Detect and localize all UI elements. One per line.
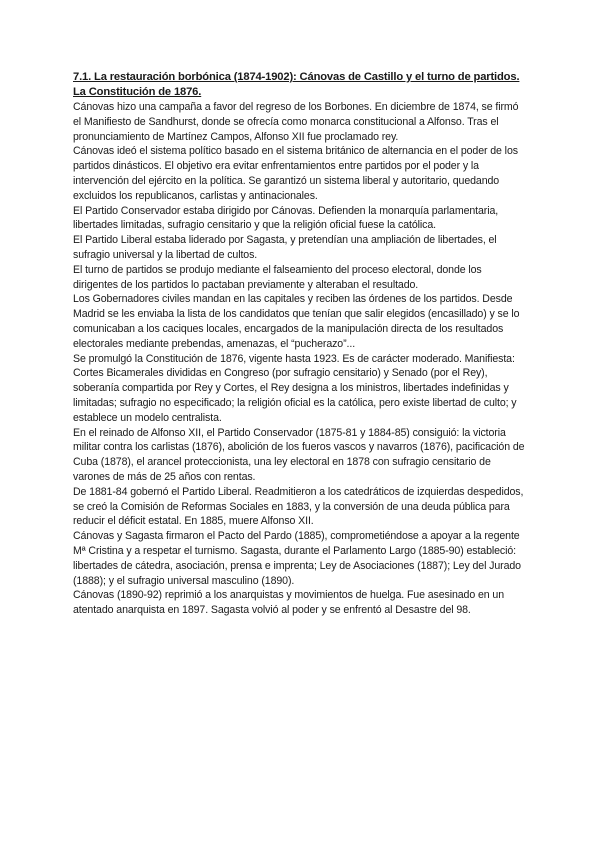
paragraph-liberal-party: El Partido Liberal estaba liderado por Sagasta, y pretendían una ampliación de libertades, el sufragio universal y la libertad de cultos. bbox=[73, 234, 497, 261]
paragraph-pacto-del-pardo: Cánovas y Sagasta firmaron el Pacto del Pardo (1885), comprometiéndose a apoyar a la regente Mª Cristina y a respetar el turnismo. Sagasta, durante el Parlamento Largo (1885-90) estableció: libertades de cátedra, asociación, prensa e imprenta; Ley de Asociaciones (1887); Ley del Jurado (1888); y el sufragio universal masculino (1890). bbox=[73, 530, 521, 587]
paragraph-partido-liberal-1881: De 1881-84 gobernó el Partido Liberal. Readmitieron a los catedráticos de izquierdas despedidos, se creó la Comisión de Reformas Sociales en 1883, y la conversión de una deuda pública para reducir el déficit estatal. En 1885, muere Alfonso XII. bbox=[73, 485, 524, 528]
paragraph-conservative-party: El Partido Conservador estaba dirigido por Cánovas. Defienden la monarquía parlamentaria, libertades limitadas, sufragio censitario y que la religión oficial fuese la católica. bbox=[73, 204, 499, 232]
paragraph-canovas-campaign: Cánovas hizo una campaña a favor del regreso de los Borbones. En diciembre de 1874, se firmó el Manifiesto de Sandhurst, donde se ofrecía como monarca constitucional a Alfonso. Tras el pronunciamiento de Martínez Campos, Alfonso XII fue proclamado rey. bbox=[73, 101, 519, 143]
document-title: 7.1. La restauración borbónica (1874-1902): Cánovas de Castillo y el turno de partidos. La Constitución de 1876. bbox=[73, 71, 520, 98]
paragraph-canovas-1890: Cánovas (1890-92) reprimió a los anarquistas y movimientos de huelga. Fue asesinado en un atentado anarquista en 1897. Sagasta volvió al poder y se enfrentó al Desastre del 98. bbox=[73, 589, 504, 617]
paragraph-gobernadores-civiles: Los Gobernadores civiles mandan en las capitales y reciben las órdenes de los partidos. Desde Madrid se les enviaba la lista de los candidatos que tenían que salir elegidos (encasillado) y se lo comunicaban a los caciques locales, encargados de la manipulación directa de los resultados electorales mediante prebendas, amenazas, el “pucherazo”... bbox=[73, 293, 520, 350]
paragraph-constitucion-1876: Se promulgó la Constitución de 1876, vigente hasta 1923. Es de carácter moderado. Manifiesta: Cortes Bicamerales divididas en Congreso (por sufragio censitario) y Senado (por el Rey), soberanía compartida por Rey y Cortes, el Rey designa a los ministros, libertades indefinidas y limitadas; sufragio no especificado; la religión oficial es la católica, pero existe libertad de culto; y establece un modelo centralista. bbox=[73, 352, 517, 424]
paragraph-political-system: Cánovas ideó el sistema político basado en el sistema británico de alternancia en el poder de los partidos dinásticos. El objetivo era evitar enfrentamientos entre partidos por el poder y la intervención del ejército en la política. Se garantizó un sistema liberal y autoritario, quedando excluidos los republicanos, carlistas y antinacionales. bbox=[73, 145, 518, 202]
document-page bbox=[73, 70, 528, 618]
paragraph-turno-partidos: El turno de partidos se produjo mediante el falseamiento del proceso electoral, donde los dirigentes de los partidos lo pactaban previamente y alteraban el resultado. bbox=[73, 263, 482, 291]
paragraph-reinado-alfonso-xii: En el reinado de Alfonso XII, el Partido Conservador (1875-81 y 1884-85) consiguió: la victoria militar contra los carlistas (1876), abolición de los fueros vascos y navarros (1876), pacificación de Cuba (1878), el arancel proteccionista, una ley electoral en 1878 con sufragio censitario de varones de más de 25 años con rentas. bbox=[73, 426, 525, 483]
